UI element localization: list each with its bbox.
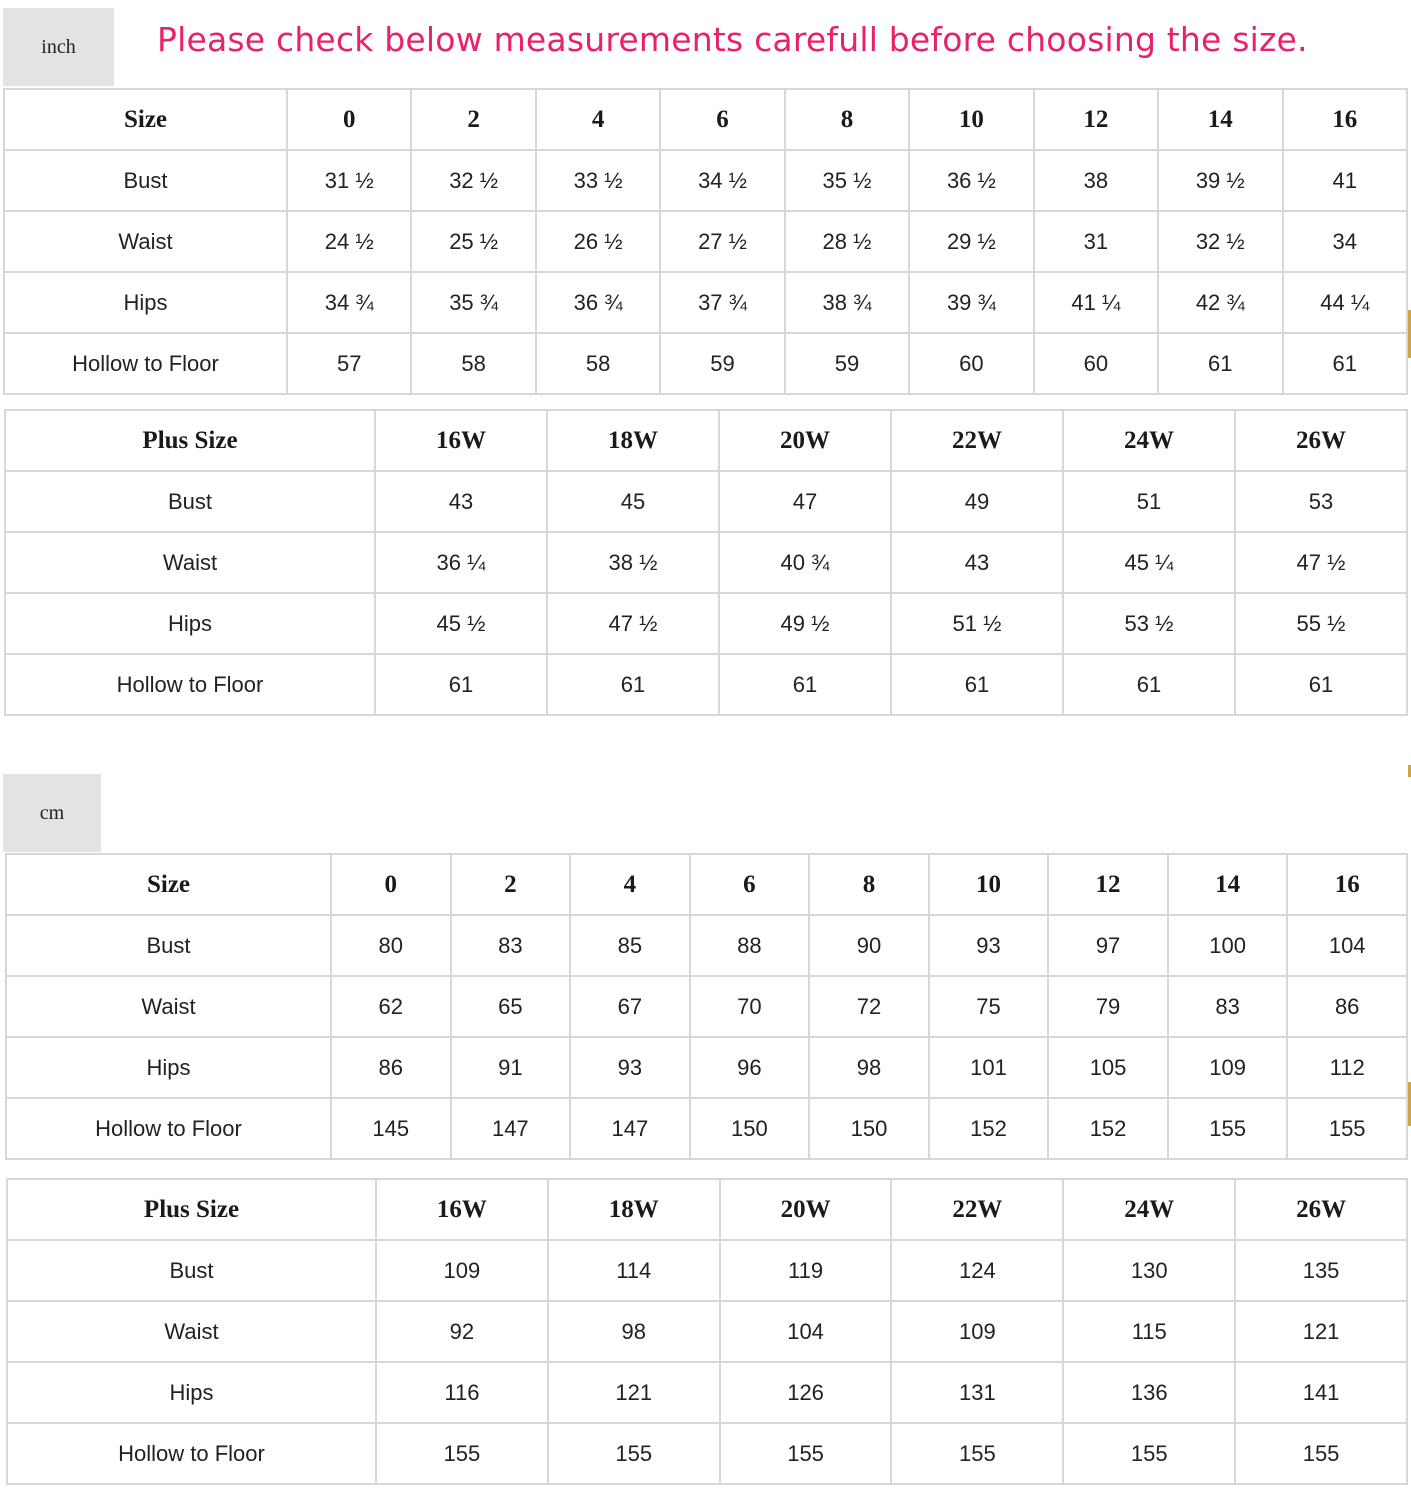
measurement-value-cell: 86 [1287,976,1407,1037]
measurement-value-cell: 135 [1235,1240,1407,1301]
size-header-cell: 10 [909,89,1033,150]
measurement-value-cell: 112 [1287,1037,1407,1098]
measurement-value-cell: 61 [891,654,1063,715]
header-label-cell: Plus Size [7,1179,376,1240]
size-header-cell: 8 [785,89,909,150]
measurement-value-cell: 98 [548,1301,720,1362]
measurement-value-cell: 47 ½ [1235,532,1407,593]
table-row [5,654,1407,715]
size-header-cell: 18W [547,410,719,471]
measurement-notice: Please check below measurements carefull before choosing the size. [157,20,1308,59]
measurement-value-cell: 61 [1283,333,1408,394]
table-row [7,1240,1407,1301]
table-header-row [6,854,1407,915]
measurement-value-cell: 44 ¼ [1283,272,1408,333]
measurement-value-cell: 114 [548,1240,720,1301]
measurement-value-cell: 150 [690,1098,810,1159]
measurement-value-cell: 53 [1235,471,1407,532]
measurement-label-cell: Waist [4,211,287,272]
size-header-cell: 26W [1235,1179,1407,1240]
measurement-value-cell: 155 [1063,1423,1235,1484]
measurement-label-cell: Hollow to Floor [4,333,287,394]
measurement-value-cell: 116 [376,1362,548,1423]
header-label-cell: Plus Size [5,410,375,471]
table-row [4,333,1407,394]
measurement-value-cell: 34 ¾ [287,272,411,333]
measurement-value-cell: 51 [1063,471,1235,532]
measurement-value-cell: 131 [891,1362,1063,1423]
measurement-value-cell: 53 ½ [1063,593,1235,654]
measurement-value-cell: 155 [1168,1098,1288,1159]
size-header-cell: 16 [1287,854,1407,915]
size-header-cell: 24W [1063,1179,1235,1240]
size-header-cell: 22W [891,410,1063,471]
measurement-value-cell: 49 ½ [719,593,891,654]
table-row [6,915,1407,976]
measurement-value-cell: 88 [690,915,810,976]
measurement-value-cell: 109 [1168,1037,1288,1098]
measurement-value-cell: 155 [1235,1423,1407,1484]
measurement-label-cell: Hollow to Floor [5,654,375,715]
unit-label-cm: cm [3,774,101,852]
measurement-value-cell: 70 [690,976,810,1037]
measurement-value-cell: 83 [1168,976,1288,1037]
measurement-value-cell: 100 [1168,915,1288,976]
measurement-value-cell: 101 [929,1037,1049,1098]
measurement-value-cell: 60 [909,333,1033,394]
measurement-value-cell: 38 [1034,150,1158,211]
measurement-value-cell: 45 [547,471,719,532]
measurement-value-cell: 25 ½ [411,211,535,272]
measurement-value-cell: 155 [548,1423,720,1484]
measurement-value-cell: 36 ¼ [375,532,547,593]
size-header-cell: 16W [376,1179,548,1240]
measurement-value-cell: 93 [929,915,1049,976]
measurement-label-cell: Hips [6,1037,331,1098]
size-header-cell: 4 [536,89,660,150]
measurement-value-cell: 67 [570,976,690,1037]
header-label-cell: Size [4,89,287,150]
size-header-cell: 18W [548,1179,720,1240]
measurement-value-cell: 34 ½ [660,150,784,211]
measurement-value-cell: 79 [1048,976,1168,1037]
size-header-cell: 0 [331,854,451,915]
table-row [6,1037,1407,1098]
size-header-cell: 12 [1048,854,1168,915]
measurement-value-cell: 55 ½ [1235,593,1407,654]
measurement-value-cell: 31 [1034,211,1158,272]
measurement-value-cell: 47 [719,471,891,532]
measurement-value-cell: 59 [785,333,909,394]
measurement-value-cell: 58 [536,333,660,394]
measurement-value-cell: 75 [929,976,1049,1037]
measurement-label-cell: Hips [4,272,287,333]
size-header-cell: 26W [1235,410,1407,471]
measurement-value-cell: 90 [809,915,929,976]
size-header-cell: 20W [719,410,891,471]
table-row [6,1098,1407,1159]
measurement-value-cell: 93 [570,1037,690,1098]
table-row [4,211,1407,272]
measurement-value-cell: 37 ¾ [660,272,784,333]
size-header-cell: 8 [809,854,929,915]
table-row [6,976,1407,1037]
measurement-value-cell: 43 [891,532,1063,593]
measurement-value-cell: 61 [1235,654,1407,715]
measurement-value-cell: 155 [376,1423,548,1484]
measurement-label-cell: Bust [6,915,331,976]
measurement-value-cell: 152 [929,1098,1049,1159]
measurement-value-cell: 147 [451,1098,571,1159]
measurement-value-cell: 152 [1048,1098,1168,1159]
measurement-value-cell: 26 ½ [536,211,660,272]
measurement-value-cell: 147 [570,1098,690,1159]
measurement-value-cell: 43 [375,471,547,532]
measurement-label-cell: Waist [5,532,375,593]
measurement-value-cell: 61 [1158,333,1282,394]
table-row [7,1423,1407,1484]
measurement-value-cell: 45 ¼ [1063,532,1235,593]
measurement-value-cell: 36 ½ [909,150,1033,211]
size-header-cell: 16W [375,410,547,471]
measurement-value-cell: 41 ¼ [1034,272,1158,333]
measurement-value-cell: 109 [376,1240,548,1301]
measurement-label-cell: Waist [6,976,331,1037]
unit-label-inch: inch [3,8,114,86]
measurement-label-cell: Hips [7,1362,376,1423]
size-header-cell: 0 [287,89,411,150]
measurement-value-cell: 61 [375,654,547,715]
measurement-value-cell: 121 [548,1362,720,1423]
measurement-value-cell: 40 ¾ [719,532,891,593]
size-table-cm-standard [5,853,1408,1160]
measurement-value-cell: 45 ½ [375,593,547,654]
measurement-value-cell: 57 [287,333,411,394]
size-table-cm-plus [6,1178,1408,1485]
measurement-value-cell: 80 [331,915,451,976]
measurement-value-cell: 51 ½ [891,593,1063,654]
size-header-cell: 14 [1158,89,1282,150]
measurement-value-cell: 49 [891,471,1063,532]
measurement-value-cell: 36 ¾ [536,272,660,333]
measurement-value-cell: 97 [1048,915,1168,976]
measurement-value-cell: 39 ¾ [909,272,1033,333]
measurement-label-cell: Hollow to Floor [7,1423,376,1484]
measurement-value-cell: 33 ½ [536,150,660,211]
measurement-value-cell: 47 ½ [547,593,719,654]
table-row [7,1301,1407,1362]
measurement-value-cell: 35 ½ [785,150,909,211]
measurement-value-cell: 86 [331,1037,451,1098]
size-header-cell: 14 [1168,854,1288,915]
measurement-value-cell: 104 [720,1301,892,1362]
table-row [7,1362,1407,1423]
size-header-cell: 2 [411,89,535,150]
measurement-value-cell: 96 [690,1037,810,1098]
measurement-value-cell: 61 [1063,654,1235,715]
measurement-value-cell: 83 [451,915,571,976]
measurement-label-cell: Hips [5,593,375,654]
size-table-inch-plus [4,409,1408,716]
measurement-value-cell: 141 [1235,1362,1407,1423]
measurement-value-cell: 85 [570,915,690,976]
measurement-value-cell: 38 ½ [547,532,719,593]
measurement-value-cell: 92 [376,1301,548,1362]
size-table-inch-standard [3,88,1408,395]
table-row [4,272,1407,333]
measurement-value-cell: 59 [660,333,784,394]
measurement-value-cell: 39 ½ [1158,150,1282,211]
measurement-value-cell: 72 [809,976,929,1037]
table-row [5,471,1407,532]
size-header-cell: 16 [1283,89,1408,150]
measurement-value-cell: 65 [451,976,571,1037]
measurement-value-cell: 155 [891,1423,1063,1484]
table-row [4,150,1407,211]
measurement-label-cell: Hollow to Floor [6,1098,331,1159]
measurement-value-cell: 32 ½ [1158,211,1282,272]
measurement-value-cell: 105 [1048,1037,1168,1098]
measurement-value-cell: 41 [1283,150,1408,211]
measurement-value-cell: 34 [1283,211,1408,272]
measurement-label-cell: Waist [7,1301,376,1362]
header-label-cell: Size [6,854,331,915]
measurement-value-cell: 61 [547,654,719,715]
measurement-value-cell: 29 ½ [909,211,1033,272]
table-header-row [5,410,1407,471]
size-header-cell: 4 [570,854,690,915]
measurement-value-cell: 60 [1034,333,1158,394]
size-header-cell: 6 [690,854,810,915]
measurement-value-cell: 42 ¾ [1158,272,1282,333]
measurement-value-cell: 38 ¾ [785,272,909,333]
size-header-cell: 22W [891,1179,1063,1240]
measurement-value-cell: 62 [331,976,451,1037]
measurement-value-cell: 145 [331,1098,451,1159]
measurement-value-cell: 24 ½ [287,211,411,272]
measurement-value-cell: 58 [411,333,535,394]
measurement-label-cell: Bust [7,1240,376,1301]
measurement-value-cell: 35 ¾ [411,272,535,333]
table-header-row [7,1179,1407,1240]
table-row [5,532,1407,593]
measurement-value-cell: 61 [719,654,891,715]
measurement-value-cell: 91 [451,1037,571,1098]
size-header-cell: 10 [929,854,1049,915]
measurement-label-cell: Bust [4,150,287,211]
measurement-value-cell: 136 [1063,1362,1235,1423]
measurement-value-cell: 28 ½ [785,211,909,272]
measurement-value-cell: 119 [720,1240,892,1301]
measurement-value-cell: 27 ½ [660,211,784,272]
measurement-value-cell: 121 [1235,1301,1407,1362]
measurement-value-cell: 104 [1287,915,1407,976]
measurement-value-cell: 109 [891,1301,1063,1362]
measurement-value-cell: 130 [1063,1240,1235,1301]
measurement-value-cell: 115 [1063,1301,1235,1362]
size-header-cell: 20W [720,1179,892,1240]
measurement-value-cell: 32 ½ [411,150,535,211]
measurement-value-cell: 31 ½ [287,150,411,211]
measurement-value-cell: 124 [891,1240,1063,1301]
table-header-row [4,89,1407,150]
size-header-cell: 2 [451,854,571,915]
measurement-value-cell: 126 [720,1362,892,1423]
size-header-cell: 6 [660,89,784,150]
measurement-value-cell: 98 [809,1037,929,1098]
measurement-value-cell: 155 [720,1423,892,1484]
measurement-value-cell: 150 [809,1098,929,1159]
size-header-cell: 12 [1034,89,1158,150]
table-row [5,593,1407,654]
measurement-label-cell: Bust [5,471,375,532]
size-header-cell: 24W [1063,410,1235,471]
measurement-value-cell: 155 [1287,1098,1407,1159]
